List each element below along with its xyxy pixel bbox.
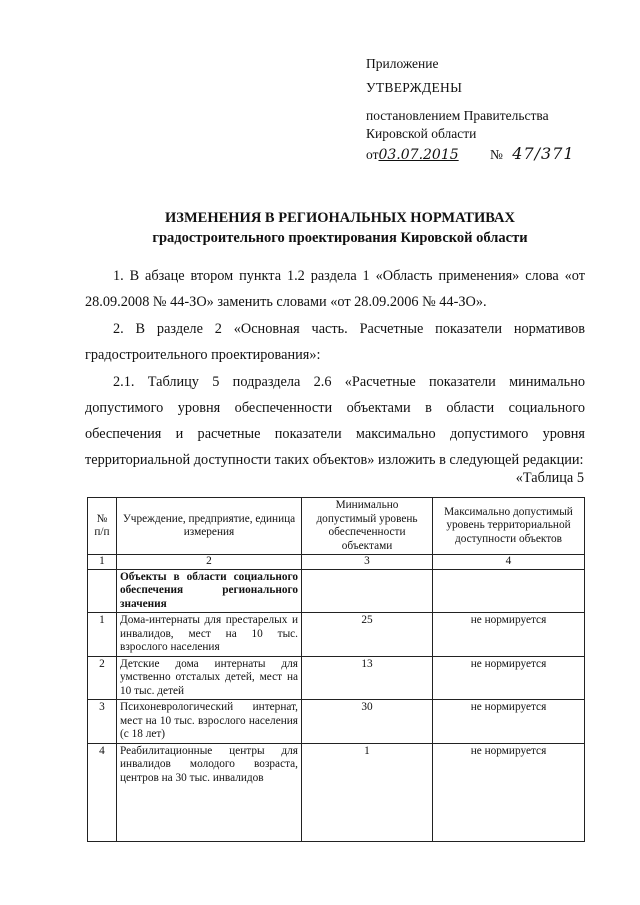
appendix-label: Приложение: [366, 56, 439, 71]
header-number: № п/п: [88, 498, 117, 555]
header-max-accessibility: Максимально допустимый уровень территориальной доступности объектов: [433, 498, 585, 555]
column-number-row: [88, 555, 585, 570]
header-institution: Учреждение, предприятие, единица измерения: [117, 498, 302, 555]
row-number: 1: [88, 613, 117, 657]
table-label: «Таблица 5: [515, 470, 584, 486]
number-label: №: [490, 147, 503, 162]
row-max-accessibility: не нормируется: [433, 656, 585, 700]
approval-block: [366, 55, 575, 164]
row-max-accessibility: не нормируется: [433, 743, 585, 841]
row-institution: Реабилитационные центры для инвалидов молодого возраста, центров на 30 тыс. инвалидов: [117, 743, 302, 841]
row-min-level: 13: [302, 656, 433, 700]
column-number: 4: [433, 555, 585, 570]
table-header-row: [88, 498, 585, 555]
row-institution: Психоневрологический интернат, мест на 10 тыс. взрослого населения (с 18 лет): [117, 700, 302, 744]
category-number-cell: [88, 569, 117, 613]
document-title: ИЗМЕНЕНИЯ В РЕГИОНАЛЬНЫХ НОРМАТИВАХ: [165, 210, 515, 226]
row-number: 3: [88, 700, 117, 744]
row-min-level: 30: [302, 700, 433, 744]
row-min-level: 1: [302, 743, 433, 841]
row-max-accessibility: не нормируется: [433, 700, 585, 744]
row-max-accessibility: не нормируется: [433, 613, 585, 657]
category-row: [88, 569, 585, 613]
table-row: [88, 700, 585, 744]
table-row: [88, 613, 585, 657]
table-row: [88, 743, 585, 841]
decree-line: постановлением Правительства: [366, 108, 549, 123]
category-empty-cell: [433, 569, 585, 613]
row-min-level: 25: [302, 613, 433, 657]
approved-label: УТВЕРЖДЕНЫ: [366, 80, 463, 95]
column-number: 3: [302, 555, 433, 570]
header-min-level: Минимально допустимый уровень обеспеченности объектами: [302, 498, 433, 555]
handwritten-number: 47/371: [512, 144, 575, 163]
category-empty-cell: [302, 569, 433, 613]
date-number-line: [366, 145, 575, 164]
region-line: Кировской области: [366, 126, 477, 141]
paragraph-2: 2. В разделе 2 «Основная часть. Расчетные показатели нормативов градостроительного проектирования»:: [85, 321, 585, 363]
table-row: [88, 656, 585, 700]
row-number: 4: [88, 743, 117, 841]
row-number: 2: [88, 656, 117, 700]
column-number: 2: [117, 555, 302, 570]
norms-table: [87, 497, 585, 842]
category-label: Объекты в области социального обеспечения регионального значения: [117, 569, 302, 613]
date-prefix: от: [366, 147, 379, 162]
handwritten-date: 03.07.2015: [378, 147, 459, 163]
paragraph-2-1: 2.1. Таблицу 5 подраздела 2.6 «Расчетные показатели минимально допустимого уровня обеспеченности объектами в области социального обеспечения и расчетные показатели максимально допустимого уровня территориальной доступности таких объектов» изложить в следующей редакции:: [85, 374, 585, 468]
row-institution: Детские дома интернаты для умственно отсталых детей, мест на 10 тыс. детей: [117, 656, 302, 700]
column-number: 1: [88, 555, 117, 570]
document-subtitle: градостроительного проектирования Кировской области: [152, 230, 528, 246]
paragraph-1: 1. В абзаце втором пункта 1.2 раздела 1 «Область применения» слова «от 28.09.2008 № 44-ЗО» заменить словами «от 28.09.2006 № 44-ЗО».: [85, 268, 585, 310]
row-institution: Дома-интернаты для престарелых и инвалидов, мест на 10 тыс. взрослого населения: [117, 613, 302, 657]
